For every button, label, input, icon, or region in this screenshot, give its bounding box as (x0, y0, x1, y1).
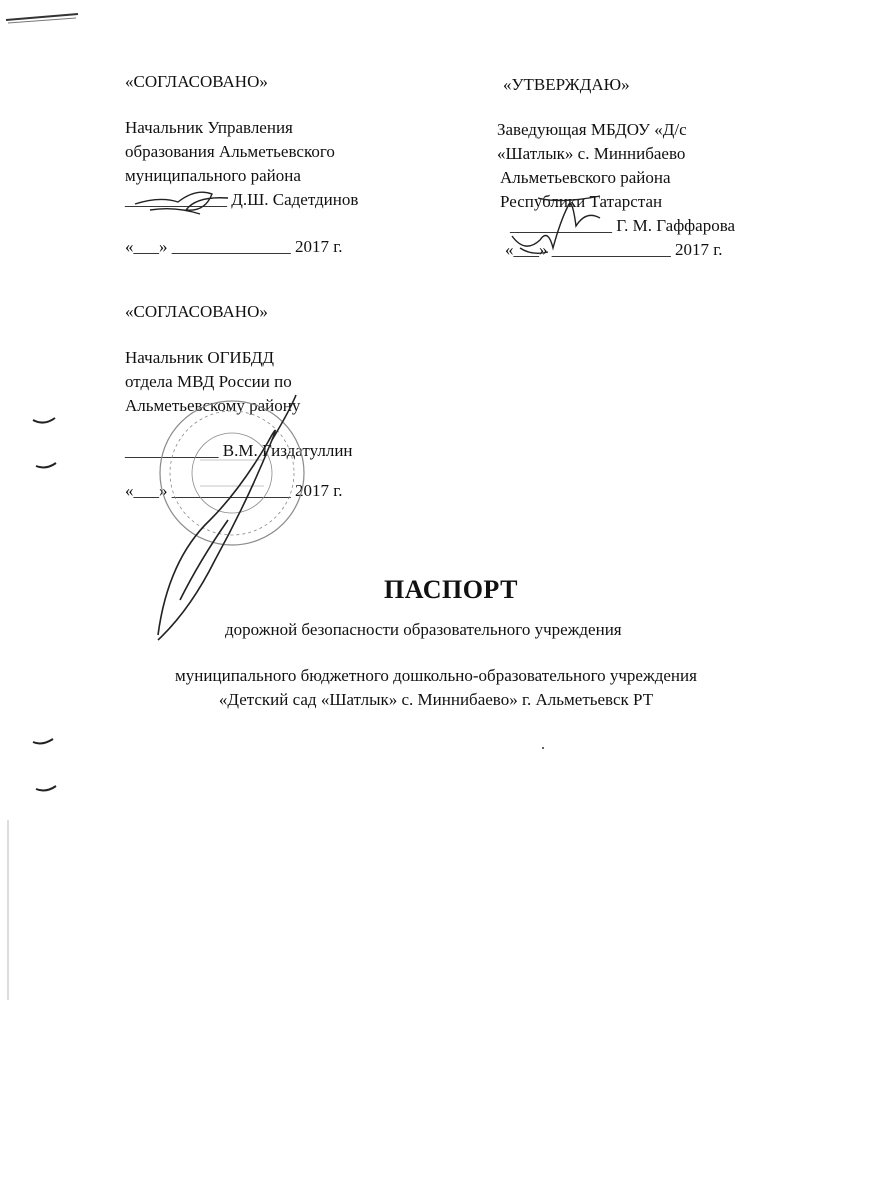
police-approval-heading: «СОГЛАСОВАНО» (125, 302, 268, 321)
left-approval-signature-line: ____________ Д.Ш. Садетдинов (125, 190, 359, 209)
right-approval-position-line-1: Заведующая МБДОУ «Д/с (497, 120, 687, 139)
institution-line-2: «Детский сад «Шатлык» с. Миннибаево» г. Альметьевск РТ (218, 690, 654, 709)
left-approval-heading: «СОГЛАСОВАНО» (125, 72, 268, 91)
punch-hole-marks (33, 418, 56, 790)
police-approval-date-line: «___» ______________ 2017 г. (125, 481, 343, 500)
police-approval-signature-line: ___________ В.М. Гиздатуллин (125, 441, 353, 460)
right-approval-position-line-3: Альметьевского района (500, 168, 671, 187)
right-approval-date-line: «___» ______________ 2017 г. (505, 240, 723, 259)
document-subtitle: дорожной безопасности образовательного учреждения (225, 620, 622, 639)
left-approval-position-line-3: муниципального района (125, 166, 301, 185)
police-approval-position-line-2: отдела МВД России по (125, 372, 292, 391)
left-approval-position-line-2: образования Альметьевского (125, 142, 335, 161)
police-approval-signature (158, 395, 296, 640)
police-approval-position-line-1: Начальник ОГИБДД (125, 348, 275, 367)
right-approval-heading: «УТВЕРЖДАЮ» (503, 75, 630, 94)
right-approval-position-line-2: «Шатлык» с. Миннибаево (497, 144, 686, 163)
right-approval-signature-line: ____________ Г. М. Гаффарова (510, 216, 736, 235)
police-approval-position-line-3: Альметьевскому району (125, 396, 301, 415)
scan-dot (542, 747, 544, 749)
left-approval-position-line-1: Начальник Управления (125, 118, 293, 137)
right-approval-position-line-4: Республики Татарстан (500, 192, 663, 211)
document-title: ПАСПОРТ (384, 575, 518, 604)
official-stamp (160, 401, 304, 545)
left-approval-date-line: «___» ______________ 2017 г. (125, 237, 343, 256)
institution-line-1: муниципального бюджетного дошкольно-образовательного учреждения (175, 666, 697, 685)
scan-line-mark (6, 14, 78, 23)
